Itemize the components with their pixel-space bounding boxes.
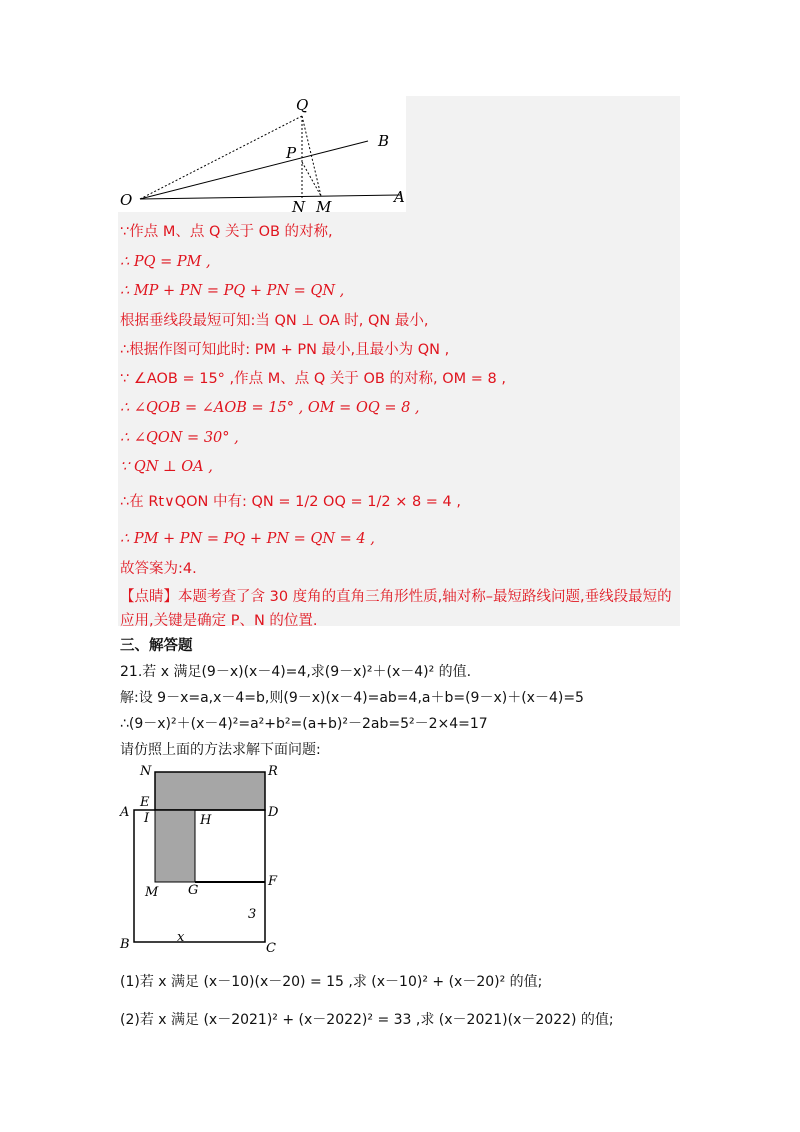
label-h: H xyxy=(200,813,212,828)
label-c: C xyxy=(266,941,276,956)
label-m2: M xyxy=(145,885,159,900)
label-three: 3 xyxy=(248,907,257,922)
solution-line-5: ∴根据作图可知此时: PM + PN 最小,且最小为 QN , xyxy=(120,342,450,358)
label-n: N xyxy=(292,198,306,216)
label-g: G xyxy=(188,883,199,898)
ray-ob xyxy=(140,141,368,199)
shaded-left-rect xyxy=(155,810,195,882)
label-b2: B xyxy=(120,937,130,952)
sub-question-2: (2)若 x 满足 (x－2021)² + (x－2022)² = 33 ,求 (x－2021)(x－2022) 的值; xyxy=(120,1012,614,1028)
label-a2: A xyxy=(120,805,130,820)
solution-line-8: ∴ ∠QON = 30° , xyxy=(120,430,239,446)
label-d: D xyxy=(268,805,279,820)
comment-line-1: 【点睛】本题考查了含 30 度角的直角三角形性质,轴对称–最短路线问题,垂线段最短的 xyxy=(120,589,672,605)
label-n2: N xyxy=(140,764,152,779)
question-21-therefore: ∴(9－x)²＋(x－4)²=a²+b²=(a+b)²－2ab=5²－2×4=17 xyxy=(120,716,488,732)
solution-line-3: ∴ MP + PN = PQ + PN = QN , xyxy=(120,283,345,299)
instruction: 请仿照上面的方法求解下面问题: xyxy=(120,742,321,758)
solution-line-1: ∵作点 M、点 Q 关于 OB 的对称, xyxy=(120,224,333,240)
label-a: A xyxy=(394,188,405,206)
segment-oq xyxy=(140,116,302,199)
label-b: B xyxy=(378,132,390,150)
figure1-diagram xyxy=(118,96,408,216)
label-q: Q xyxy=(296,96,309,114)
label-p: P xyxy=(286,144,297,162)
label-e: E xyxy=(140,795,150,810)
segment-pm xyxy=(302,162,321,196)
segment-qm xyxy=(302,116,321,196)
label-f: F xyxy=(268,874,278,889)
label-x: x xyxy=(177,930,185,945)
section-heading: 三、解答题 xyxy=(120,638,193,654)
solution-line-4: 根据垂线段最短可知:当 QN ⊥ OA 时, QN 最小, xyxy=(120,313,429,329)
solution-line-7: ∴ ∠QOB = ∠AOB = 15° , OM = OQ = 8 , xyxy=(120,400,420,416)
question-21-solution: 解:设 9－x=a,x－4=b,则(9－x)(x－4)=ab=4,a＋b=(9－x)＋(x－4)=5 xyxy=(120,690,584,706)
shaded-top-rect xyxy=(155,772,265,810)
solution-line-9: ∵ QN ⊥ OA , xyxy=(120,459,213,475)
solution-line-10: ∴在 Rt∨QON 中有: QN = 1/2 OQ = 1/2 × 8 = 4 , xyxy=(120,494,461,510)
solution-line-6: ∵ ∠AOB = 15° ,作点 M、点 Q 关于 OB 的对称, OM = 8 , xyxy=(120,371,506,387)
figure2-diagram xyxy=(118,758,288,958)
sub-question-1: (1)若 x 满足 (x－10)(x－20) = 15 ,求 (x－10)² + (x－20)² 的值; xyxy=(120,974,543,990)
label-m: M xyxy=(316,198,332,216)
solution-line-2: ∴ PQ = PM , xyxy=(120,254,211,270)
label-r: R xyxy=(268,764,278,779)
comment-line-2: 应用,关键是确定 P、N 的位置. xyxy=(120,613,318,629)
label-i: I xyxy=(144,811,150,826)
question-21: 21.若 x 满足(9－x)(x－4)=4,求(9－x)²＋(x－4)² 的值. xyxy=(120,664,472,680)
solution-line-12: 故答案为:4. xyxy=(120,561,197,577)
ray-oa xyxy=(140,195,400,199)
square-abcd xyxy=(134,810,265,942)
solution-line-11: ∴ PM + PN = PQ + PN = QN = 4 , xyxy=(120,531,375,547)
label-o: O xyxy=(120,191,133,209)
